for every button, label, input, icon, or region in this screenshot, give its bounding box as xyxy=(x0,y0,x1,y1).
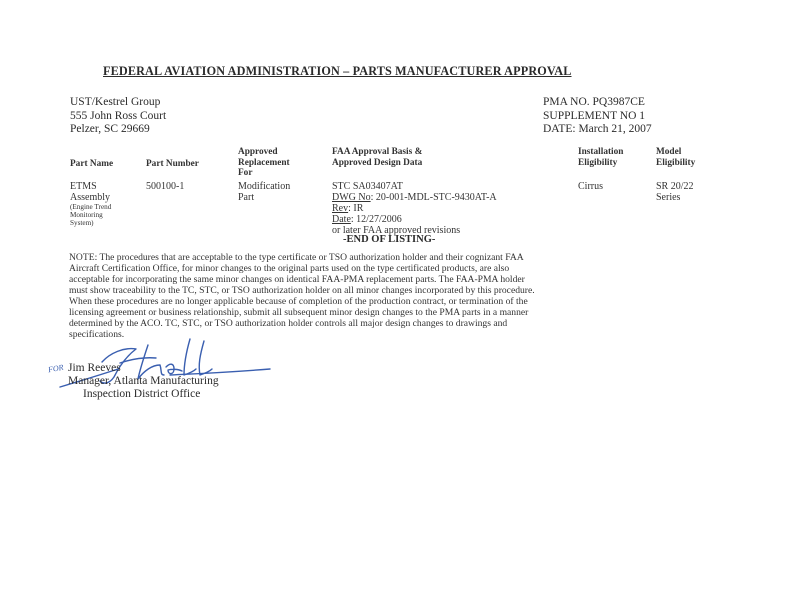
signer-office: Inspection District Office xyxy=(83,388,201,400)
later-revisions: or later FAA approved revisions xyxy=(332,225,461,236)
dwg-line xyxy=(332,192,497,203)
part-name-note xyxy=(70,203,111,227)
header-approved-line1: Approved xyxy=(238,147,278,157)
part-name-line2: Assembly xyxy=(70,192,110,203)
cell-installation: Cirrus xyxy=(578,181,603,192)
header-installation-line2: Eligibility xyxy=(578,157,618,168)
company-address xyxy=(70,96,166,137)
note-line: NOTE: The procedures that are acceptable to the type certificate or TSO authorization holder and their cognizant FAA xyxy=(69,252,524,263)
header-faa-line2: Approved Design Data xyxy=(332,157,423,168)
header-faa-line1: FAA Approval Basis & xyxy=(332,147,423,157)
part-name-note-line3: System) xyxy=(70,219,94,227)
header-faa-basis xyxy=(332,147,422,168)
model-line1: SR 20/22 xyxy=(656,181,694,192)
approval-date: DATE: March 21, 2007 xyxy=(543,123,652,135)
signature-block xyxy=(68,362,219,401)
note-line: specifications. xyxy=(69,329,125,340)
rev-line xyxy=(332,203,497,214)
note-line: Aircraft Certification Office, for minor changes to the original parts used on the type certificated products, are also xyxy=(69,263,510,274)
header-model-line2: Eligibility xyxy=(656,157,696,168)
model-line2: Series xyxy=(656,192,681,203)
supplement-number: SUPPLEMENT NO 1 xyxy=(543,109,646,122)
end-of-listing: -END OF LISTING- xyxy=(343,234,436,245)
document-title: FEDERAL AVIATION ADMINISTRATION – PARTS MANUFACTURER APPROVAL xyxy=(103,64,572,78)
part-name-note-line1: (Engine Trend xyxy=(70,203,112,211)
part-name-line1: ETMS xyxy=(70,181,97,192)
date-line xyxy=(332,214,497,225)
dwg-value: : 20-001-MDL-STC-9430AT-A xyxy=(370,192,497,203)
header-part-name: Part Name xyxy=(70,159,114,169)
rev-label: Rev xyxy=(332,203,349,214)
cell-approved-replacement xyxy=(238,181,290,203)
replacement-line2: Part xyxy=(238,192,255,203)
header-approved-line2: Replacement xyxy=(238,157,290,168)
replacement-line1: Modification xyxy=(238,181,291,192)
signer-name: Jim Reeves xyxy=(68,362,121,374)
note-line: must show traceability to the TC, STC, or TSO authorization holder on all minor changes incorporated by this procedure. xyxy=(69,285,535,296)
header-model xyxy=(656,147,695,168)
date-value: : 12/27/2006 xyxy=(350,214,402,225)
cell-faa-basis xyxy=(332,181,497,236)
note-line: determined by the ACO. TC, STC, or TSO authorization holder controls all major design changes to drawings and xyxy=(69,318,508,329)
header-installation xyxy=(578,147,623,168)
header-installation-line1: Installation xyxy=(578,147,624,157)
cell-model xyxy=(656,181,694,203)
note-line: When these procedures are no longer applicable because of completion of the production contract, or termination of the xyxy=(69,296,528,307)
date-label: Date xyxy=(332,214,351,225)
part-name-note-line2: Monitoring xyxy=(70,211,103,219)
company-city: Pelzer, SC 29669 xyxy=(70,123,150,135)
cell-part-number: 500100-1 xyxy=(146,181,185,192)
pma-number: PMA NO. PQ3987CE xyxy=(543,96,645,108)
signer-title: Manager, Atlanta Manufacturing xyxy=(68,375,219,387)
for-mark: FOR xyxy=(47,362,65,375)
header-part-number: Part Number xyxy=(146,159,199,169)
header-model-line1: Model xyxy=(656,147,682,157)
header-approved-line3: For xyxy=(238,168,253,178)
header-approved-replacement xyxy=(238,147,290,179)
pma-info xyxy=(543,96,652,137)
note-line: licensing agreement or business relationship, submit all subsequent minor design changes to the PMA parts in a manner xyxy=(69,307,529,318)
stc-number: STC SA03407AT xyxy=(332,181,403,192)
cell-part-name xyxy=(70,181,111,227)
dwg-label: DWG No xyxy=(332,192,371,203)
note-line: acceptable for incorporating the same minor changes on identical FAA-PMA replacement parts. The FAA-PMA holder xyxy=(69,274,525,285)
company-street: 555 John Ross Court xyxy=(70,109,167,122)
company-name: UST/Kestrel Group xyxy=(70,96,161,108)
rev-value: : IR xyxy=(348,203,364,214)
